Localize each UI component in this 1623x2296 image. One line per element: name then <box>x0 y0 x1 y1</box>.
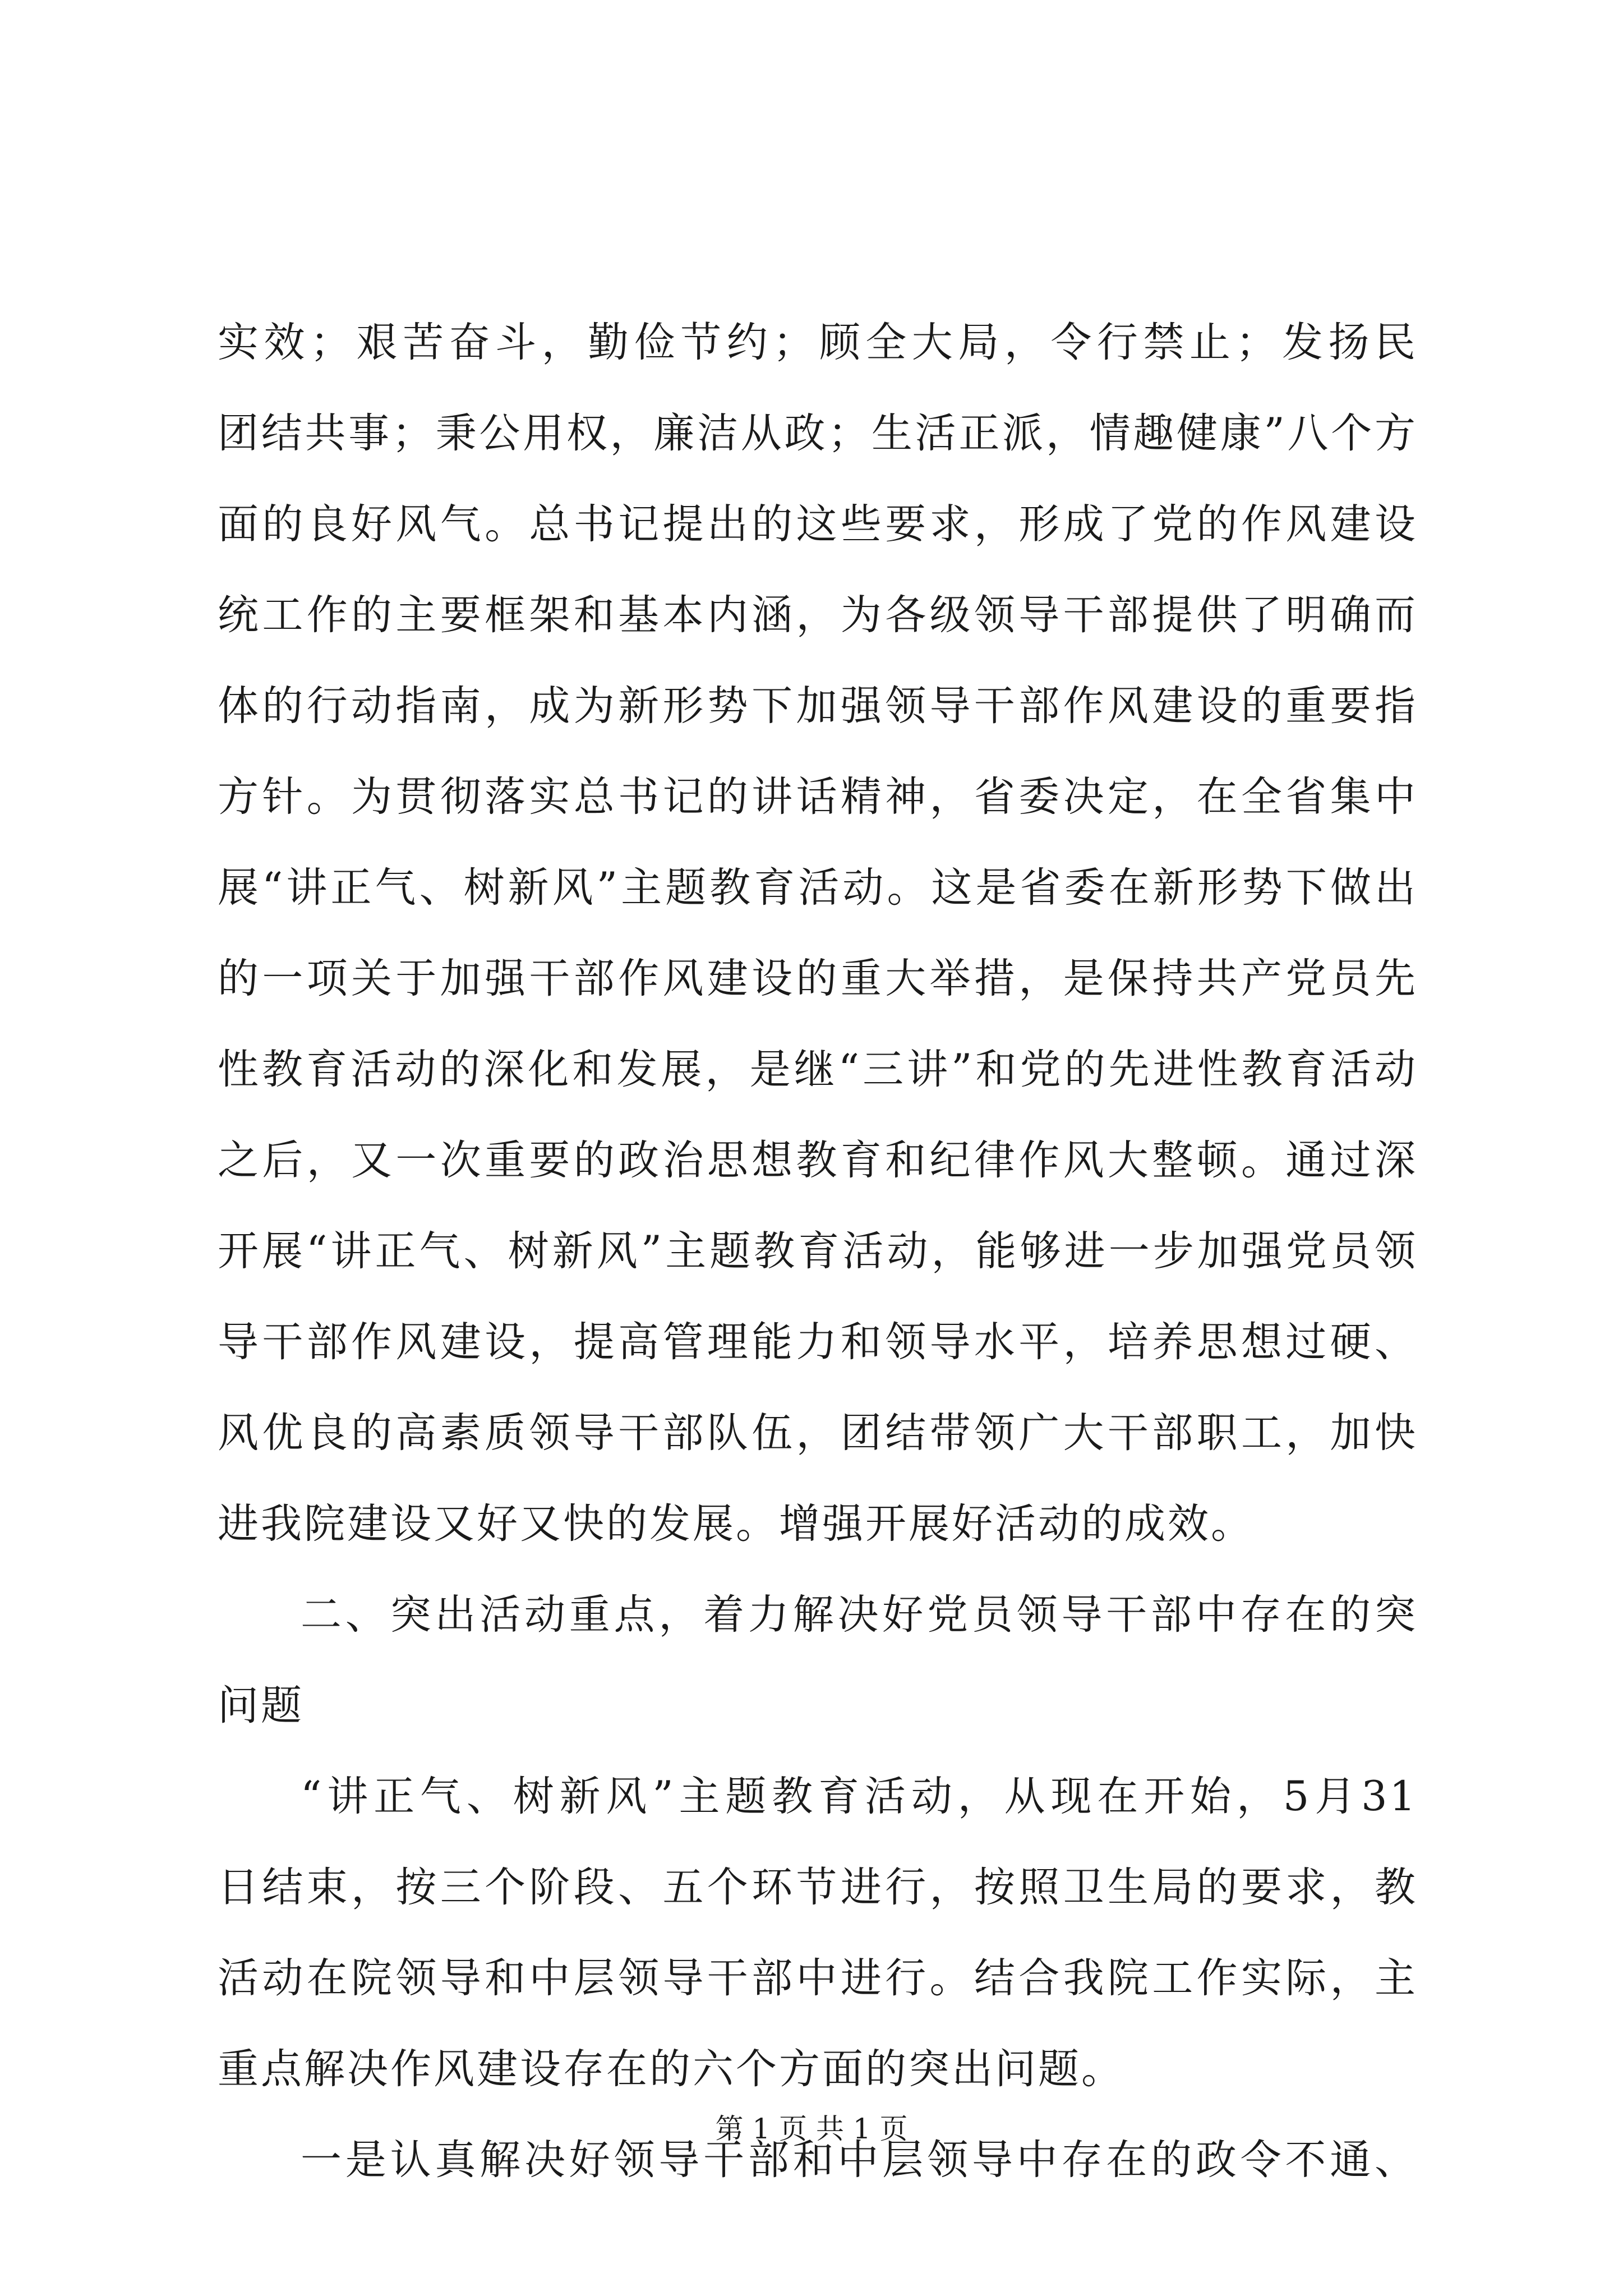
paragraph-line: 体的行动指南，成为新形势下加强领导干部作风建设的重要指 <box>218 682 1418 730</box>
page-footer <box>0 2109 1623 2148</box>
section-heading-line: 二、突出活动重点，着力解决好党员领导干部中存在的突 <box>301 1591 1418 1639</box>
paragraph-line: 日结束，按三个阶段、五个环节进行，按照卫生局的要求，教 <box>218 1864 1418 1911</box>
paragraph-line: 一是认真解决好领导干部和中层领导中存在的政令不通、 <box>301 2136 1418 2184</box>
paragraph-line: 展“讲正气、树新风”主题教育活动。这是省委在新形势下做出 <box>218 864 1418 912</box>
paragraph-line: 团结共事；秉公用权，廉洁从政；生活正派，情趣健康”八个方 <box>218 409 1418 457</box>
paragraph-line: “讲正气、树新风”主题教育活动，从现在开始，5月31 <box>301 1773 1418 1820</box>
paragraph-line: 的一项关于加强干部作风建设的重大举措，是保持共产党员先 <box>218 955 1418 1002</box>
document-body <box>218 297 1418 2206</box>
paragraph-line: 重点解决作风建设存在的六个方面的突出问题。 <box>218 2045 1124 2093</box>
paragraph-line: 性教育活动的深化和发展，是继“三讲”和党的先进性教育活动 <box>218 1046 1418 1093</box>
paragraph-line: 开展“讲正气、树新风”主题教育活动，能够进一步加强党员领 <box>218 1227 1418 1275</box>
paragraph-line: 导干部作风建设，提高管理能力和领导水平，培养思想过硬、 <box>218 1318 1418 1366</box>
section-heading-line: 问题 <box>218 1682 304 1729</box>
paragraph-line: 统工作的主要框架和基本内涵，为各级领导干部提供了明确而 <box>218 591 1418 639</box>
page-number-label: 第 1 页 共 1 页 <box>715 2113 908 2145</box>
paragraph-line: 活动在院领导和中层领导干部中进行。结合我院工作实际，主 <box>218 1954 1418 2002</box>
paragraph-line: 进我院建设又好又快的发展。增强开展好活动的成效。 <box>218 1500 1254 1548</box>
paragraph-line: 方针。为贯彻落实总书记的讲话精神，省委决定，在全省集中 <box>218 773 1418 821</box>
paragraph-line: 风优良的高素质领导干部队伍，团结带领广大干部职工，加快 <box>218 1409 1418 1457</box>
paragraph-line: 之后，又一次重要的政治思想教育和纪律作风大整顿。通过深 <box>218 1137 1418 1184</box>
paragraph-line: 面的良好风气。总书记提出的这些要求，形成了党的作风建设 <box>218 500 1418 548</box>
paragraph-line: 实效；艰苦奋斗，勤俭节约；顾全大局，令行禁止；发扬民 <box>218 319 1418 366</box>
